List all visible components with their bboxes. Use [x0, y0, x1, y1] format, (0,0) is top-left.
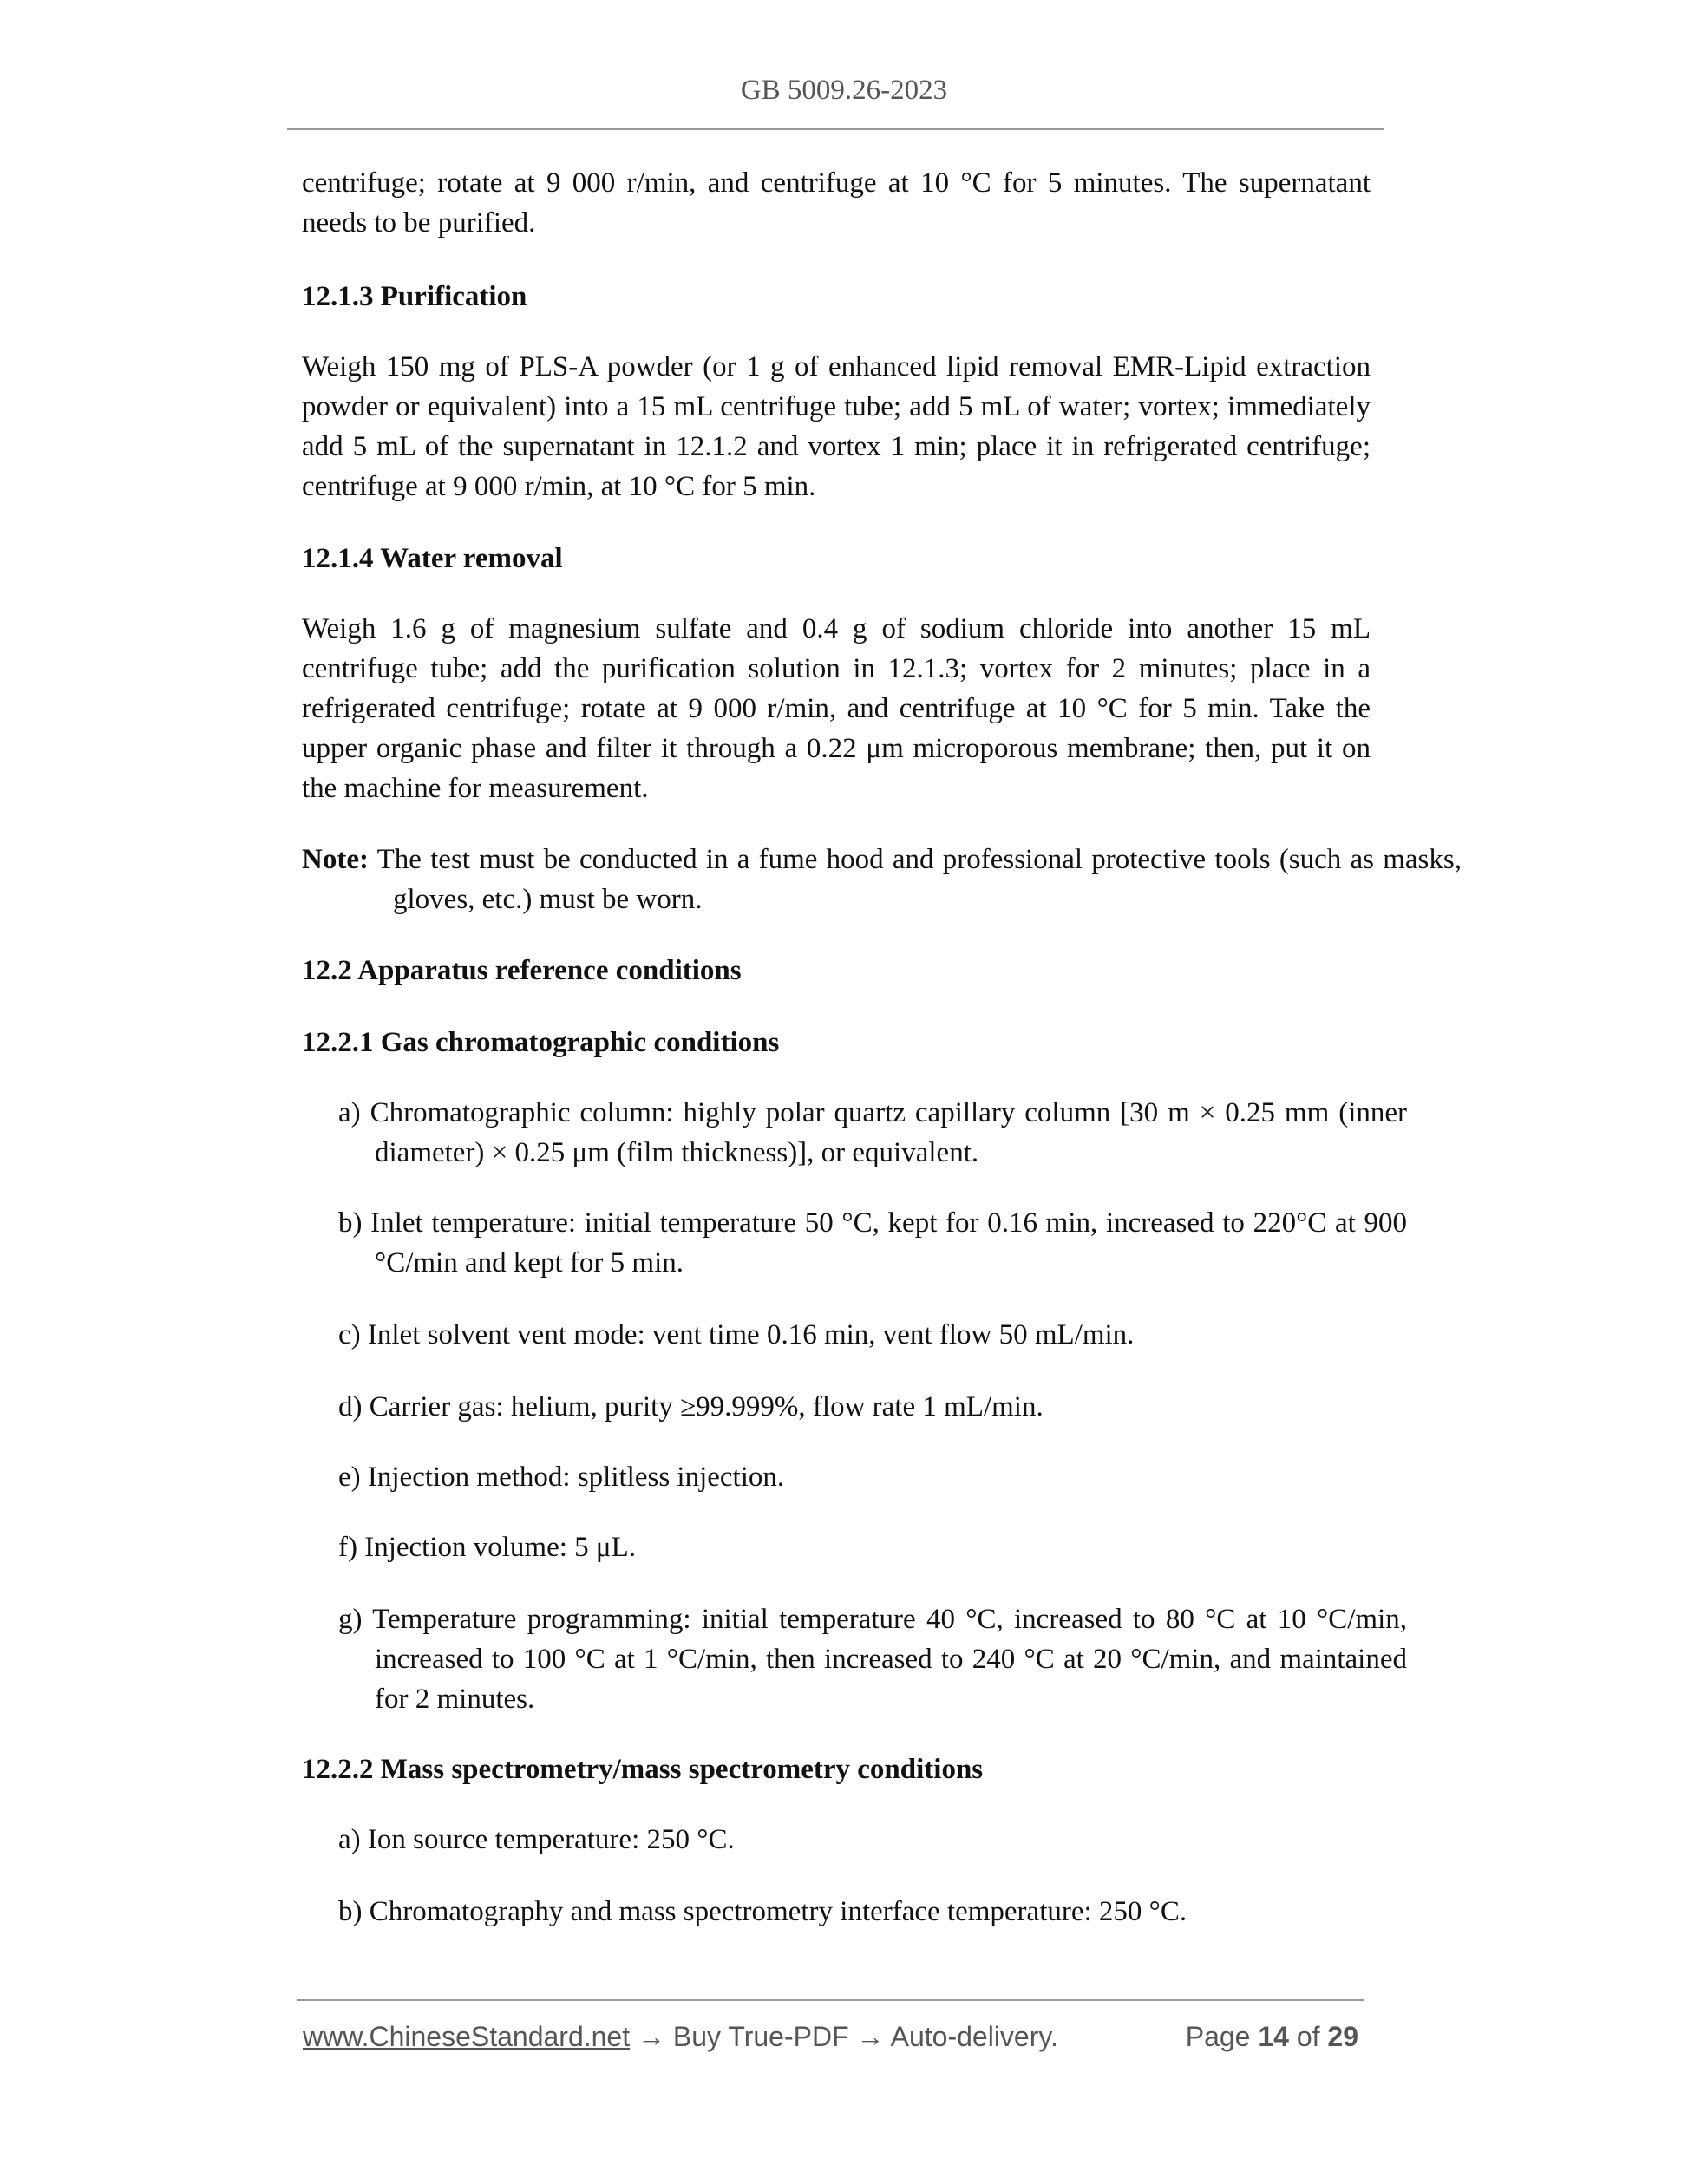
gc-item-g: g) Temperature programming: initial temperature 40 °C, increased to 80 °C at 10 °C/min, increased to 100 °C at 1 °C/min, then increased to 240 °C at 20 °C/min, and maintained for 2 minutes. — [338, 1604, 1407, 1715]
paragraph-centrifuge: centrifuge; rotate at 9 000 r/min, and centrifuge at 10 °C for 5 minutes. The supernatant needs to be purified. — [302, 167, 1371, 239]
ms-item-a: a) Ion source temperature: 250 °C. — [338, 1824, 735, 1855]
document-id-header: GB 5009.26-2023 — [740, 75, 948, 106]
gc-item-d: d) Carrier gas: helium, purity ≥99.999%, flow rate 1 mL/min. — [338, 1391, 1044, 1422]
heading-12-1-4: 12.1.4 Water removal — [302, 543, 563, 574]
footer-promo-text: → Buy True-PDF → Auto-delivery. — [630, 2021, 1058, 2052]
heading-12-2: 12.2 Apparatus reference conditions — [302, 955, 742, 986]
note-text: The test must be conducted in a fume hood and professional protective tools (such as masks, gloves, etc.) must be worn. — [368, 844, 1462, 915]
ms-item-b: b) Chromatography and mass spectrometry interface temperature: 250 °C. — [338, 1896, 1187, 1927]
footer-divider — [297, 1999, 1364, 2001]
heading-12-2-2: 12.2.2 Mass spectrometry/mass spectrometry conditions — [302, 1754, 984, 1785]
page-indicator — [1186, 2021, 1358, 2053]
gc-item-b: b) Inlet temperature: initial temperature 50 °C, kept for 0.16 min, increased to 220°C at 900 °C/min and kept for 5 min. — [338, 1207, 1407, 1278]
gc-item-f: f) Injection volume: 5 μL. — [338, 1532, 637, 1563]
website-link[interactable]: www.ChineseStandard.net — [303, 2021, 631, 2052]
note-label: Note: — [302, 844, 369, 875]
page-label: Page — [1185, 2021, 1251, 2052]
of-label: of — [1296, 2021, 1320, 2052]
header-divider — [287, 128, 1384, 130]
heading-12-1-3: 12.1.3 Purification — [302, 281, 527, 312]
gc-item-c: c) Inlet solvent vent mode: vent time 0.16 min, vent flow 50 mL/min. — [338, 1319, 1135, 1350]
gc-item-e: e) Injection method: splitless injection. — [338, 1461, 785, 1493]
note — [302, 840, 1462, 919]
paragraph-purification: Weigh 150 mg of PLS-A powder (or 1 g of enhanced lipid removal EMR-Lipid extraction powder or equivalent) into a 15 mL centrifuge tube; add 5 mL of water; vortex; immediately add 5 mL of the supernatant in 12.1.2 and vortex 1 min; place it in refrigerated centrifuge; centrifuge at 9 000 r/min, at 10 °C for 5 min. — [302, 351, 1371, 502]
paragraph-water-removal: Weigh 1.6 g of magnesium sulfate and 0.4 g of sodium chloride into another 15 mL centrifuge tube; add the purification solution in 12.1.3; vortex for 2 minutes; place in a refrigerated centrifuge; rotate at 9 000 r/min, and centrifuge at 10 °C for 5 min. Take the upper organic phase and filter it through a 0.22 μm microporous membrane; then, put it on the machine for measurement. — [302, 613, 1371, 804]
heading-12-2-1: 12.2.1 Gas chromatographic conditions — [302, 1027, 780, 1058]
footer-promo — [303, 2021, 1058, 2053]
page-total: 29 — [1327, 2021, 1358, 2052]
page-number: 14 — [1258, 2021, 1289, 2052]
gc-item-a: a) Chromatographic column: highly polar quartz capillary column [30 m × 0.25 mm (inner diameter) × 0.25 μm (film thickness)], or equivalent. — [338, 1097, 1407, 1168]
